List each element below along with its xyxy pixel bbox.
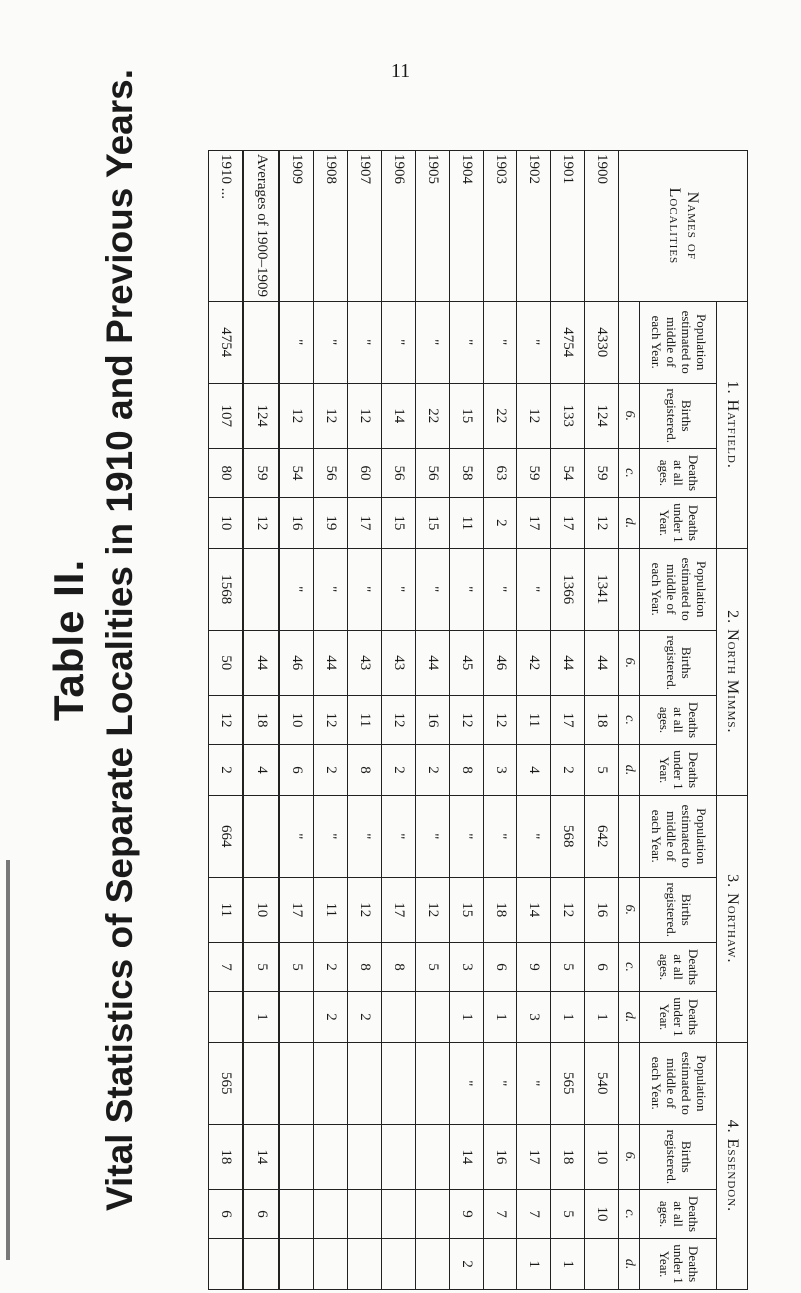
- data-cell: [585, 1239, 619, 1290]
- data-cell: 12: [517, 383, 551, 448]
- unit-label: c.: [619, 942, 640, 991]
- data-cell: [243, 548, 279, 630]
- unit-label: [619, 548, 640, 630]
- data-cell: [382, 1239, 416, 1290]
- data-cell: [279, 1189, 314, 1238]
- data-cell: 16: [585, 877, 619, 942]
- data-cell: 642: [585, 795, 619, 877]
- data-cell: 43: [348, 630, 382, 695]
- data-cell: [415, 992, 449, 1043]
- data-cell: 15: [449, 383, 483, 448]
- data-cell: 2: [415, 745, 449, 796]
- data-cell: 4: [243, 745, 279, 796]
- data-cell: 14: [382, 383, 416, 448]
- data-cell: ": [382, 795, 416, 877]
- data-cell: 56: [314, 448, 348, 497]
- column-header: Deaths at all ages.: [640, 1189, 717, 1238]
- data-cell: 1: [483, 992, 517, 1043]
- unit-label: c.: [619, 448, 640, 497]
- data-cell: 4330: [585, 301, 619, 383]
- table-row: [585, 151, 619, 1290]
- data-cell: ": [348, 795, 382, 877]
- data-cell: [243, 1239, 279, 1290]
- data-cell: 12: [382, 695, 416, 744]
- data-cell: 15: [449, 877, 483, 942]
- data-cell: [415, 1124, 449, 1189]
- data-cell: 1: [551, 992, 585, 1043]
- unit-label: 6.: [619, 877, 640, 942]
- unit-row: [619, 151, 640, 1290]
- data-cell: [314, 1124, 348, 1189]
- data-cell: 3: [483, 745, 517, 796]
- table-row: [415, 151, 449, 1290]
- data-cell: 12: [209, 695, 244, 744]
- data-cell: [279, 1124, 314, 1189]
- data-cell: 2: [449, 1239, 483, 1290]
- data-cell: 50: [209, 630, 244, 695]
- column-header: Deaths under 1 Year.: [640, 745, 717, 796]
- data-cell: 2: [209, 745, 244, 796]
- data-cell: 6: [243, 1189, 279, 1238]
- table-row: [382, 151, 416, 1290]
- data-cell: 44: [551, 630, 585, 695]
- data-cell: 565: [551, 1042, 585, 1124]
- data-cell: 5: [243, 942, 279, 991]
- data-cell: 17: [348, 498, 382, 549]
- data-cell: 4: [517, 745, 551, 796]
- data-cell: ": [449, 548, 483, 630]
- data-cell: 22: [415, 383, 449, 448]
- margin-mark: [6, 860, 10, 1260]
- year-cell: 1908: [314, 151, 348, 302]
- column-header: Deaths under 1 Year.: [640, 1239, 717, 1290]
- data-cell: 18: [209, 1124, 244, 1189]
- column-header: Births registered.: [640, 1124, 717, 1189]
- data-cell: ": [415, 301, 449, 383]
- column-header: Births registered.: [640, 877, 717, 942]
- data-cell: 5: [551, 942, 585, 991]
- data-cell: [314, 1042, 348, 1124]
- table-subtitle: Vital Statistics of Separate Localities in 1910 and Previous Years.: [99, 68, 140, 1212]
- data-cell: 1: [585, 992, 619, 1043]
- column-header: Deaths at all ages.: [640, 695, 717, 744]
- data-cell: 7: [209, 942, 244, 991]
- data-cell: 59: [243, 448, 279, 497]
- data-cell: 18: [551, 1124, 585, 1189]
- statistics-table-wrapper: [208, 150, 748, 1290]
- table-row: [449, 151, 483, 1290]
- table-title: Table II.: [45, 558, 92, 722]
- data-cell: ": [449, 1042, 483, 1124]
- data-cell: 2: [348, 992, 382, 1043]
- data-cell: 6: [585, 942, 619, 991]
- data-cell: ": [483, 301, 517, 383]
- unit-label: c.: [619, 1189, 640, 1238]
- data-cell: [348, 1189, 382, 1238]
- unit-label: c.: [619, 695, 640, 744]
- unit-label: [619, 1042, 640, 1124]
- data-cell: [279, 992, 314, 1043]
- data-cell: 11: [314, 877, 348, 942]
- data-cell: 10: [279, 695, 314, 744]
- table-row: [517, 151, 551, 1290]
- data-cell: 18: [243, 695, 279, 744]
- table-row: [551, 151, 585, 1290]
- data-cell: 107: [209, 383, 244, 448]
- data-cell: ": [449, 795, 483, 877]
- data-cell: [348, 1124, 382, 1189]
- data-cell: ": [348, 548, 382, 630]
- data-cell: 10: [243, 877, 279, 942]
- data-cell: [348, 1239, 382, 1290]
- data-cell: ": [517, 548, 551, 630]
- data-cell: [243, 1042, 279, 1124]
- data-cell: 59: [517, 448, 551, 497]
- data-cell: 42: [517, 630, 551, 695]
- data-cell: 12: [585, 498, 619, 549]
- data-cell: 124: [243, 383, 279, 448]
- table-row: [314, 151, 348, 1290]
- data-cell: [483, 1239, 517, 1290]
- column-header: Population estimated to middle of each Year.: [640, 301, 717, 383]
- data-cell: ": [382, 548, 416, 630]
- data-cell: [243, 301, 279, 383]
- data-cell: 43: [382, 630, 416, 695]
- data-cell: 1: [449, 992, 483, 1043]
- statistics-table: [208, 150, 748, 1290]
- data-cell: [279, 1239, 314, 1290]
- data-cell: 18: [585, 695, 619, 744]
- year-cell: 1903: [483, 151, 517, 302]
- data-cell: [314, 1189, 348, 1238]
- data-cell: [209, 1239, 244, 1290]
- table-row: [348, 151, 382, 1290]
- data-cell: 18: [483, 877, 517, 942]
- locality-header-4: 4. Essendon.: [717, 1042, 748, 1289]
- data-cell: 12: [279, 383, 314, 448]
- data-cell: 1: [551, 1239, 585, 1290]
- data-cell: ": [314, 301, 348, 383]
- data-cell: [382, 992, 416, 1043]
- data-cell: ": [483, 795, 517, 877]
- data-cell: 15: [415, 498, 449, 549]
- data-cell: [209, 992, 244, 1043]
- data-cell: [382, 1124, 416, 1189]
- data-cell: [279, 1042, 314, 1124]
- data-cell: ": [483, 548, 517, 630]
- data-cell: ": [415, 795, 449, 877]
- year-cell: Averages of 1900–1909: [243, 151, 279, 302]
- data-cell: 12: [551, 877, 585, 942]
- year-cell: 1905: [415, 151, 449, 302]
- data-cell: 14: [449, 1124, 483, 1189]
- data-cell: 7: [483, 1189, 517, 1238]
- data-cell: 2: [382, 745, 416, 796]
- data-cell: 12: [348, 877, 382, 942]
- data-cell: 44: [415, 630, 449, 695]
- data-cell: 540: [585, 1042, 619, 1124]
- page-title: [45, 40, 175, 1240]
- data-cell: 4754: [209, 301, 244, 383]
- data-cell: [314, 1239, 348, 1290]
- year-cell: 1907: [348, 151, 382, 302]
- unit-label: d.: [619, 745, 640, 796]
- data-cell: 14: [517, 877, 551, 942]
- unit-label: 6.: [619, 1124, 640, 1189]
- data-cell: 1: [243, 992, 279, 1043]
- year-cell: 1902: [517, 151, 551, 302]
- data-cell: ": [415, 548, 449, 630]
- data-cell: 44: [585, 630, 619, 695]
- unit-label: 6.: [619, 383, 640, 448]
- data-cell: 12: [243, 498, 279, 549]
- sub-header-row: [640, 151, 717, 1290]
- data-cell: ": [314, 795, 348, 877]
- year-cell: 1900: [585, 151, 619, 302]
- data-cell: ": [279, 301, 314, 383]
- year-cell: 1910 ...: [209, 151, 244, 302]
- table-row: [209, 151, 244, 1290]
- data-cell: 17: [279, 877, 314, 942]
- table-row: [243, 151, 279, 1290]
- data-cell: 44: [314, 630, 348, 695]
- data-cell: 568: [551, 795, 585, 877]
- data-cell: 44: [243, 630, 279, 695]
- data-cell: 1366: [551, 548, 585, 630]
- unit-label: d.: [619, 498, 640, 549]
- data-cell: 6: [209, 1189, 244, 1238]
- page-number: 11: [390, 60, 411, 82]
- data-cell: 12: [449, 695, 483, 744]
- data-cell: 4754: [551, 301, 585, 383]
- data-cell: 12: [348, 383, 382, 448]
- data-cell: 11: [348, 695, 382, 744]
- data-cell: [348, 1042, 382, 1124]
- locality-header-2: 2. North Mimms.: [717, 548, 748, 795]
- data-cell: 59: [585, 448, 619, 497]
- data-cell: 54: [279, 448, 314, 497]
- data-cell: 63: [483, 448, 517, 497]
- data-cell: ": [348, 301, 382, 383]
- unit-label: [619, 795, 640, 877]
- data-cell: 54: [551, 448, 585, 497]
- unit-label: 6.: [619, 630, 640, 695]
- data-cell: 7: [517, 1189, 551, 1238]
- data-cell: 6: [483, 942, 517, 991]
- data-cell: 11: [449, 498, 483, 549]
- data-cell: 17: [517, 498, 551, 549]
- data-cell: 10: [585, 1189, 619, 1238]
- data-cell: 10: [209, 498, 244, 549]
- unit-label: d.: [619, 992, 640, 1043]
- data-cell: 2: [314, 992, 348, 1043]
- locality-header-3: 3. Northaw.: [717, 795, 748, 1042]
- data-cell: 17: [551, 498, 585, 549]
- column-header: Births registered.: [640, 383, 717, 448]
- column-header: Births registered.: [640, 630, 717, 695]
- table-body: [209, 151, 619, 1290]
- data-cell: 14: [243, 1124, 279, 1189]
- data-cell: 1341: [585, 548, 619, 630]
- data-cell: 16: [483, 1124, 517, 1189]
- data-cell: 5: [415, 942, 449, 991]
- data-cell: [382, 1042, 416, 1124]
- column-header: Population estimated to middle of each Year.: [640, 1042, 717, 1124]
- column-header: Deaths at all ages.: [640, 942, 717, 991]
- data-cell: ": [517, 795, 551, 877]
- year-cell: 1909: [279, 151, 314, 302]
- data-cell: ": [279, 795, 314, 877]
- data-cell: 8: [382, 942, 416, 991]
- data-cell: 8: [449, 745, 483, 796]
- data-cell: ": [449, 301, 483, 383]
- data-cell: [382, 1189, 416, 1238]
- data-cell: 12: [483, 695, 517, 744]
- data-cell: 1: [517, 1239, 551, 1290]
- data-cell: 9: [449, 1189, 483, 1238]
- unit-label: d.: [619, 1239, 640, 1290]
- data-cell: [415, 1189, 449, 1238]
- data-cell: 16: [415, 695, 449, 744]
- data-cell: 3: [449, 942, 483, 991]
- column-header: Deaths under 1 Year.: [640, 498, 717, 549]
- data-cell: 664: [209, 795, 244, 877]
- data-cell: 1568: [209, 548, 244, 630]
- data-cell: 17: [551, 695, 585, 744]
- data-cell: 2: [314, 942, 348, 991]
- data-cell: ": [314, 548, 348, 630]
- data-cell: 19: [314, 498, 348, 549]
- data-cell: 22: [483, 383, 517, 448]
- data-cell: 80: [209, 448, 244, 497]
- data-cell: 124: [585, 383, 619, 448]
- data-cell: 2: [314, 745, 348, 796]
- data-cell: ": [382, 301, 416, 383]
- unit-label: [619, 301, 640, 383]
- data-cell: 56: [382, 448, 416, 497]
- data-cell: 15: [382, 498, 416, 549]
- data-cell: 2: [483, 498, 517, 549]
- data-cell: ": [483, 1042, 517, 1124]
- data-cell: 46: [279, 630, 314, 695]
- locality-header-1: 1. Hatfield.: [717, 301, 748, 548]
- data-cell: 17: [517, 1124, 551, 1189]
- column-header: Deaths at all ages.: [640, 448, 717, 497]
- data-cell: 12: [415, 877, 449, 942]
- table-row: [483, 151, 517, 1290]
- data-cell: 60: [348, 448, 382, 497]
- column-header: Population estimated to middle of each Year.: [640, 548, 717, 630]
- data-cell: 17: [382, 877, 416, 942]
- data-cell: 8: [348, 942, 382, 991]
- data-cell: ": [279, 548, 314, 630]
- data-cell: 45: [449, 630, 483, 695]
- data-cell: 2: [551, 745, 585, 796]
- data-cell: 133: [551, 383, 585, 448]
- data-cell: 16: [279, 498, 314, 549]
- data-cell: 3: [517, 992, 551, 1043]
- data-cell: 12: [314, 383, 348, 448]
- data-cell: ": [517, 301, 551, 383]
- year-cell: 1901: [551, 151, 585, 302]
- data-cell: 10: [585, 1124, 619, 1189]
- data-cell: 8: [348, 745, 382, 796]
- data-cell: 11: [517, 695, 551, 744]
- data-cell: [243, 795, 279, 877]
- data-cell: 5: [279, 942, 314, 991]
- table-row: [279, 151, 314, 1290]
- data-cell: 46: [483, 630, 517, 695]
- data-cell: [415, 1042, 449, 1124]
- data-cell: 5: [551, 1189, 585, 1238]
- data-cell: 9: [517, 942, 551, 991]
- year-cell: 1904: [449, 151, 483, 302]
- column-header: Deaths under 1 Year.: [640, 992, 717, 1043]
- data-cell: ": [517, 1042, 551, 1124]
- data-cell: 11: [209, 877, 244, 942]
- data-cell: 5: [585, 745, 619, 796]
- names-header: Names of Localities: [619, 151, 748, 302]
- year-cell: 1906: [382, 151, 416, 302]
- data-cell: [415, 1239, 449, 1290]
- data-cell: 12: [314, 695, 348, 744]
- data-cell: 6: [279, 745, 314, 796]
- data-cell: 58: [449, 448, 483, 497]
- column-header: Population estimated to middle of each Year.: [640, 795, 717, 877]
- data-cell: 565: [209, 1042, 244, 1124]
- data-cell: 56: [415, 448, 449, 497]
